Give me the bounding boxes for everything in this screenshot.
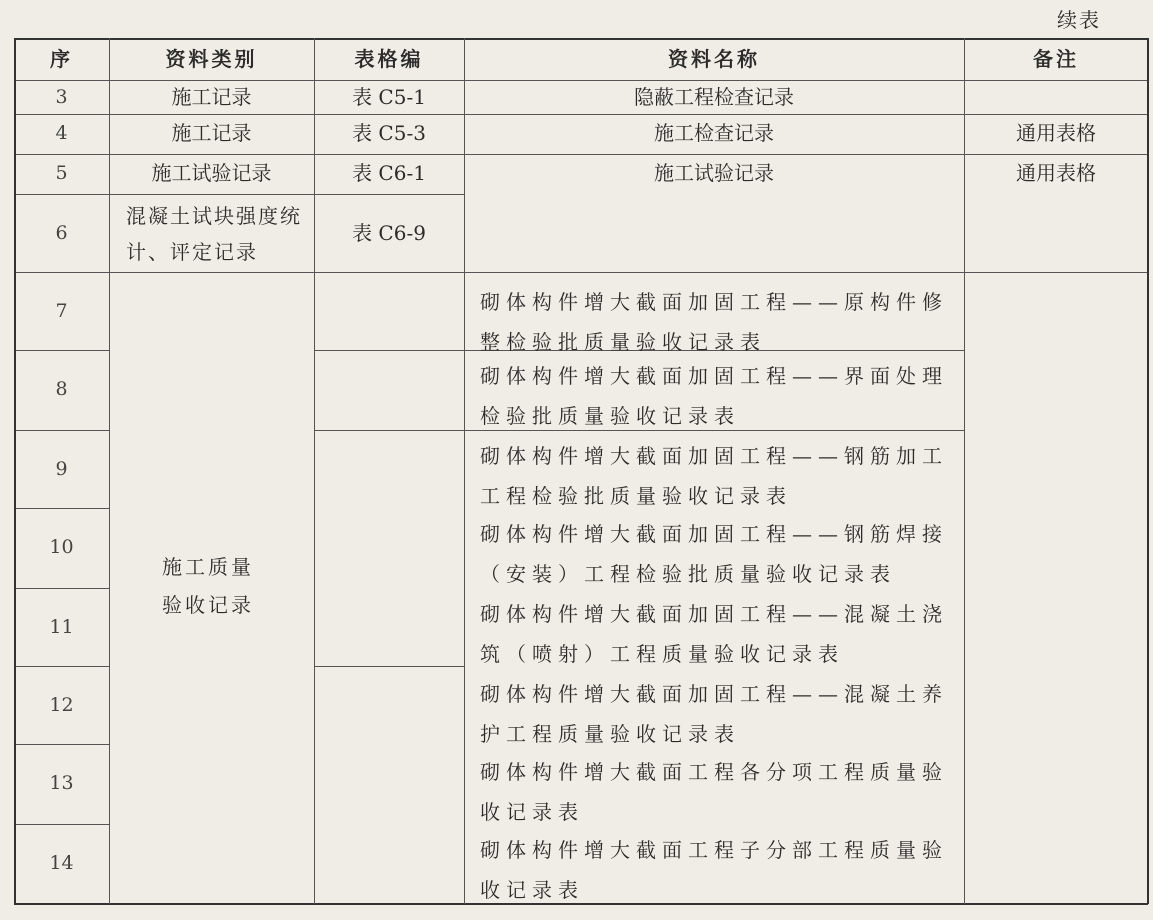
- row-seq: 9: [55, 458, 68, 480]
- row-note: 通用表格: [1016, 161, 1096, 185]
- row-name: 砌体构件增大截面加固工程——界面处理检验批质量验收记录表: [480, 364, 948, 428]
- row-name: 隐蔽工程检查记录: [634, 85, 794, 109]
- row-seq: 12: [49, 694, 74, 716]
- row-seq: 3: [55, 86, 68, 108]
- row-name: 施工检查记录: [654, 121, 774, 145]
- row-name: 砌体构件增大截面加固工程——混凝土浇筑（喷射）工程质量验收记录表: [480, 602, 948, 666]
- header-form: 表格编: [354, 47, 424, 71]
- header-category: 资料类别: [165, 47, 258, 71]
- row-name: 砌体构件增大截面工程子分部工程质量验收记录表: [480, 838, 948, 902]
- row-name: 砌体构件增大截面加固工程——原构件修整检验批质量验收记录表: [480, 290, 948, 354]
- row-name: 砌体构件增大截面工程各分项工程质量验收记录表: [480, 760, 948, 824]
- row-seq: 6: [55, 222, 68, 244]
- row-category: 混凝土试块强度统计、评定记录: [126, 204, 302, 264]
- row-seq: 11: [49, 616, 74, 638]
- row-name: 砌体构件增大截面加固工程——钢筋加工工程检验批质量验收记录表: [480, 444, 948, 508]
- row-form: 表 C6-1: [352, 161, 426, 185]
- row-seq: 14: [49, 852, 74, 874]
- row-seq: 5: [55, 162, 68, 184]
- row-form: 表 C6-9: [352, 221, 426, 245]
- row-name: 砌体构件增大截面加固工程——混凝土养护工程质量验收记录表: [480, 682, 948, 746]
- row-category: 施工试验记录: [151, 161, 272, 185]
- row-seq: 10: [49, 536, 74, 558]
- row-category: 施工记录: [171, 121, 252, 145]
- row-name: 施工试验记录: [654, 161, 774, 185]
- records-table: [14, 38, 1148, 904]
- row-form: 表 C5-3: [352, 121, 426, 145]
- row-name: 砌体构件增大截面加固工程——钢筋焊接（安装）工程检验批质量验收记录表: [480, 522, 948, 586]
- merged-category: 施工质量验收记录: [162, 555, 254, 617]
- row-seq: 4: [55, 122, 68, 144]
- row-seq: 7: [55, 300, 68, 322]
- row-form: 表 C5-1: [352, 85, 426, 109]
- row-seq: 8: [55, 378, 68, 400]
- row-category: 施工记录: [171, 85, 252, 109]
- header-name: 资料名称: [668, 47, 760, 71]
- header-note: 备注: [1033, 47, 1079, 71]
- header-seq: 序: [50, 47, 73, 71]
- row-seq: 13: [49, 772, 74, 794]
- row-note: 通用表格: [1016, 121, 1096, 145]
- continued-label: 续表: [1057, 8, 1101, 32]
